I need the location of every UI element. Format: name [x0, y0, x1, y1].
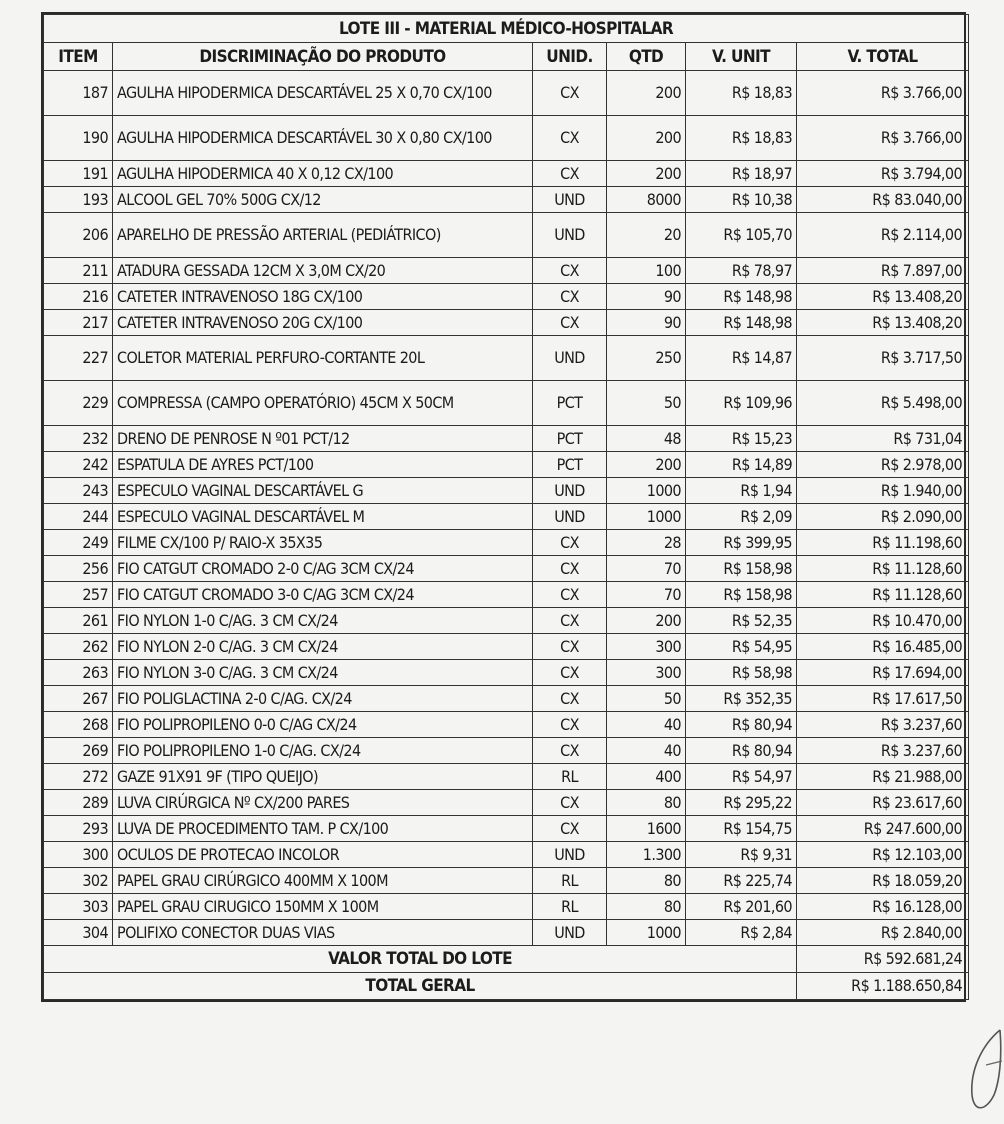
- table-row: [44, 660, 969, 686]
- cell-quantity: 1.300: [607, 842, 686, 868]
- cell-item-number: 216: [44, 284, 113, 310]
- cell-item-number: 193: [44, 187, 113, 213]
- cell-unit: CX: [533, 686, 607, 712]
- cell-item-number: 191: [44, 161, 113, 187]
- cell-description: CATETER INTRAVENOSO 20G CX/100: [113, 310, 533, 336]
- cell-item-number: 244: [44, 504, 113, 530]
- cell-description: ATADURA GESSADA 12CM X 3,0M CX/20: [113, 258, 533, 284]
- cell-item-number: 229: [44, 381, 113, 426]
- cell-quantity: 90: [607, 310, 686, 336]
- cell-description: PAPEL GRAU CIRUGICO 150MM X 100M: [113, 894, 533, 920]
- cell-unit: RL: [533, 868, 607, 894]
- cell-item-number: 300: [44, 842, 113, 868]
- cell-unit-price: R$ 9,31: [686, 842, 797, 868]
- cell-quantity: 70: [607, 582, 686, 608]
- cell-unit-price: R$ 2,84: [686, 920, 797, 946]
- table-row: [44, 381, 969, 426]
- column-header-unit-price: V. UNIT: [686, 43, 797, 71]
- cell-item-number: 302: [44, 868, 113, 894]
- grand-total-value: R$ 1.188.650,84: [797, 973, 969, 1000]
- cell-unit-price: R$ 201,60: [686, 894, 797, 920]
- cell-unit: RL: [533, 894, 607, 920]
- cell-item-number: 272: [44, 764, 113, 790]
- cell-description: DRENO DE PENROSE N º01 PCT/12: [113, 426, 533, 452]
- cell-item-number: 256: [44, 556, 113, 582]
- table-body: [44, 71, 969, 946]
- cell-quantity: 80: [607, 790, 686, 816]
- cell-item-number: 267: [44, 686, 113, 712]
- table-row: [44, 868, 969, 894]
- cell-quantity: 1000: [607, 478, 686, 504]
- table-row: [44, 213, 969, 258]
- cell-unit-price: R$ 14,89: [686, 452, 797, 478]
- cell-total-price: R$ 5.498,00: [797, 381, 969, 426]
- price-table: [43, 14, 969, 1000]
- cell-total-price: R$ 731,04: [797, 426, 969, 452]
- column-header-description: DISCRIMINAÇÃO DO PRODUTO: [113, 43, 533, 71]
- cell-unit: CX: [533, 634, 607, 660]
- cell-description: FIO NYLON 1-0 C/AG. 3 CM CX/24: [113, 608, 533, 634]
- cell-total-price: R$ 83.040,00: [797, 187, 969, 213]
- cell-description: PAPEL GRAU CIRÚRGICO 400MM X 100M: [113, 868, 533, 894]
- cell-quantity: 20: [607, 213, 686, 258]
- cell-unit-price: R$ 158,98: [686, 582, 797, 608]
- cell-total-price: R$ 7.897,00: [797, 258, 969, 284]
- table-row: [44, 686, 969, 712]
- table-row: [44, 842, 969, 868]
- cell-unit-price: R$ 399,95: [686, 530, 797, 556]
- cell-total-price: R$ 2.978,00: [797, 452, 969, 478]
- cell-unit-price: R$ 78,97: [686, 258, 797, 284]
- price-table-document: [41, 12, 966, 1002]
- cell-total-price: R$ 1.940,00: [797, 478, 969, 504]
- cell-unit: CX: [533, 161, 607, 187]
- cell-item-number: 206: [44, 213, 113, 258]
- cell-unit: UND: [533, 187, 607, 213]
- cell-description: ESPATULA DE AYRES PCT/100: [113, 452, 533, 478]
- lot-total-value: R$ 592.681,24: [797, 946, 969, 973]
- cell-quantity: 200: [607, 452, 686, 478]
- cell-total-price: R$ 3.717,50: [797, 336, 969, 381]
- cell-description: AGULHA HIPODERMICA 40 X 0,12 CX/100: [113, 161, 533, 187]
- cell-quantity: 300: [607, 660, 686, 686]
- cell-description: ESPECULO VAGINAL DESCARTÁVEL G: [113, 478, 533, 504]
- cell-description: AGULHA HIPODERMICA DESCARTÁVEL 30 X 0,80 CX/100: [113, 116, 533, 161]
- cell-quantity: 40: [607, 738, 686, 764]
- cell-item-number: 249: [44, 530, 113, 556]
- cell-total-price: R$ 16.485,00: [797, 634, 969, 660]
- cell-total-price: R$ 2.114,00: [797, 213, 969, 258]
- column-header-item: ITEM: [44, 43, 113, 71]
- cell-unit-price: R$ 18,83: [686, 116, 797, 161]
- cell-description: OCULOS DE PROTECAO INCOLOR: [113, 842, 533, 868]
- cell-quantity: 28: [607, 530, 686, 556]
- cell-description: FILME CX/100 P/ RAIO-X 35X35: [113, 530, 533, 556]
- cell-description: FIO POLIPROPILENO 1-0 C/AG. CX/24: [113, 738, 533, 764]
- cell-description: LUVA DE PROCEDIMENTO TAM. P CX/100: [113, 816, 533, 842]
- cell-description: AGULHA HIPODERMICA DESCARTÁVEL 25 X 0,70 CX/100: [113, 71, 533, 116]
- cell-unit-price: R$ 18,97: [686, 161, 797, 187]
- column-header-unit: UNID.: [533, 43, 607, 71]
- table-row: [44, 426, 969, 452]
- cell-quantity: 1000: [607, 920, 686, 946]
- cell-description: POLIFIXO CONECTOR DUAS VIAS: [113, 920, 533, 946]
- cell-quantity: 80: [607, 868, 686, 894]
- cell-unit: UND: [533, 213, 607, 258]
- cell-unit-price: R$ 2,09: [686, 504, 797, 530]
- cell-unit: CX: [533, 284, 607, 310]
- cell-quantity: 200: [607, 71, 686, 116]
- cell-description: COMPRESSA (CAMPO OPERATÓRIO) 45CM X 50CM: [113, 381, 533, 426]
- cell-item-number: 262: [44, 634, 113, 660]
- grand-total-label: TOTAL GERAL: [44, 973, 797, 1000]
- cell-quantity: 40: [607, 712, 686, 738]
- lot-total-row: [44, 946, 969, 973]
- cell-item-number: 217: [44, 310, 113, 336]
- cell-unit: CX: [533, 116, 607, 161]
- cell-description: APARELHO DE PRESSÃO ARTERIAL (PEDIÁTRICO): [113, 213, 533, 258]
- cell-unit-price: R$ 109,96: [686, 381, 797, 426]
- cell-item-number: 211: [44, 258, 113, 284]
- cell-unit: CX: [533, 608, 607, 634]
- cell-description: FIO CATGUT CROMADO 3-0 C/AG 3CM CX/24: [113, 582, 533, 608]
- cell-item-number: 289: [44, 790, 113, 816]
- cell-unit-price: R$ 295,22: [686, 790, 797, 816]
- cell-item-number: 232: [44, 426, 113, 452]
- cell-unit: UND: [533, 920, 607, 946]
- cell-unit-price: R$ 52,35: [686, 608, 797, 634]
- cell-unit: UND: [533, 842, 607, 868]
- table-row: [44, 530, 969, 556]
- column-header-total-price: V. TOTAL: [797, 43, 969, 71]
- cell-quantity: 100: [607, 258, 686, 284]
- cell-unit-price: R$ 80,94: [686, 738, 797, 764]
- cell-item-number: 263: [44, 660, 113, 686]
- table-row: [44, 258, 969, 284]
- table-row: [44, 310, 969, 336]
- cell-unit: CX: [533, 310, 607, 336]
- cell-unit-price: R$ 154,75: [686, 816, 797, 842]
- cell-unit: CX: [533, 712, 607, 738]
- cell-total-price: R$ 3.766,00: [797, 116, 969, 161]
- column-header-quantity: QTD: [607, 43, 686, 71]
- cell-unit: PCT: [533, 452, 607, 478]
- cell-item-number: 293: [44, 816, 113, 842]
- cell-total-price: R$ 17.694,00: [797, 660, 969, 686]
- table-row: [44, 161, 969, 187]
- cell-total-price: R$ 18.059,20: [797, 868, 969, 894]
- cell-unit: RL: [533, 764, 607, 790]
- cell-unit-price: R$ 54,97: [686, 764, 797, 790]
- cell-quantity: 200: [607, 116, 686, 161]
- cell-quantity: 50: [607, 686, 686, 712]
- cell-unit-price: R$ 18,83: [686, 71, 797, 116]
- cell-quantity: 250: [607, 336, 686, 381]
- cell-unit: CX: [533, 816, 607, 842]
- cell-quantity: 70: [607, 556, 686, 582]
- cell-quantity: 48: [607, 426, 686, 452]
- cell-description: FIO NYLON 2-0 C/AG. 3 CM CX/24: [113, 634, 533, 660]
- cell-total-price: R$ 11.128,60: [797, 582, 969, 608]
- cell-unit-price: R$ 14,87: [686, 336, 797, 381]
- table-row: [44, 116, 969, 161]
- cell-item-number: 257: [44, 582, 113, 608]
- cell-description: FIO NYLON 3-0 C/AG. 3 CM CX/24: [113, 660, 533, 686]
- cell-quantity: 50: [607, 381, 686, 426]
- cell-description: FIO CATGUT CROMADO 2-0 C/AG 3CM CX/24: [113, 556, 533, 582]
- cell-unit: CX: [533, 556, 607, 582]
- cell-total-price: R$ 3.794,00: [797, 161, 969, 187]
- cell-total-price: R$ 3.237,60: [797, 712, 969, 738]
- table-row: [44, 336, 969, 381]
- cell-item-number: 242: [44, 452, 113, 478]
- cell-unit-price: R$ 10,38: [686, 187, 797, 213]
- cell-unit-price: R$ 15,23: [686, 426, 797, 452]
- cell-unit: CX: [533, 71, 607, 116]
- cell-total-price: R$ 247.600,00: [797, 816, 969, 842]
- cell-description: LUVA CIRÚRGICA Nº CX/200 PARES: [113, 790, 533, 816]
- cell-total-price: R$ 13.408,20: [797, 284, 969, 310]
- table-row: [44, 920, 969, 946]
- cell-quantity: 8000: [607, 187, 686, 213]
- table-row: [44, 738, 969, 764]
- cell-unit: UND: [533, 504, 607, 530]
- cell-description: GAZE 91X91 9F (TIPO QUEIJO): [113, 764, 533, 790]
- table-row: [44, 764, 969, 790]
- table-row: [44, 556, 969, 582]
- cell-quantity: 200: [607, 161, 686, 187]
- cell-total-price: R$ 11.128,60: [797, 556, 969, 582]
- table-row: [44, 790, 969, 816]
- cell-description: CATETER INTRAVENOSO 18G CX/100: [113, 284, 533, 310]
- cell-quantity: 400: [607, 764, 686, 790]
- cell-item-number: 268: [44, 712, 113, 738]
- cell-total-price: R$ 12.103,00: [797, 842, 969, 868]
- cell-unit-price: R$ 158,98: [686, 556, 797, 582]
- cell-unit: PCT: [533, 426, 607, 452]
- table-row: [44, 187, 969, 213]
- cell-unit: CX: [533, 582, 607, 608]
- cell-unit-price: R$ 352,35: [686, 686, 797, 712]
- cell-quantity: 80: [607, 894, 686, 920]
- cell-description: FIO POLIGLACTINA 2-0 C/AG. CX/24: [113, 686, 533, 712]
- cell-description: FIO POLIPROPILENO 0-0 C/AG CX/24: [113, 712, 533, 738]
- cell-description: ALCOOL GEL 70% 500G CX/12: [113, 187, 533, 213]
- cell-total-price: R$ 2.090,00: [797, 504, 969, 530]
- cell-item-number: 227: [44, 336, 113, 381]
- table-title: LOTE III - MATERIAL MÉDICO-HOSPITALAR: [44, 15, 969, 43]
- table-row: [44, 608, 969, 634]
- cell-unit-price: R$ 148,98: [686, 310, 797, 336]
- cell-total-price: R$ 2.840,00: [797, 920, 969, 946]
- table-row: [44, 452, 969, 478]
- cell-item-number: 261: [44, 608, 113, 634]
- cell-unit: CX: [533, 660, 607, 686]
- cell-unit-price: R$ 54,95: [686, 634, 797, 660]
- lot-total-label: VALOR TOTAL DO LOTE: [44, 946, 797, 973]
- cell-item-number: 269: [44, 738, 113, 764]
- cell-total-price: R$ 10.470,00: [797, 608, 969, 634]
- cell-item-number: 190: [44, 116, 113, 161]
- cell-quantity: 1000: [607, 504, 686, 530]
- grand-total-row: [44, 973, 969, 1000]
- table-row: [44, 634, 969, 660]
- cell-total-price: R$ 13.408,20: [797, 310, 969, 336]
- table-row: [44, 478, 969, 504]
- cell-unit: CX: [533, 258, 607, 284]
- cell-unit: PCT: [533, 381, 607, 426]
- cell-unit: UND: [533, 336, 607, 381]
- cell-unit-price: R$ 225,74: [686, 868, 797, 894]
- cell-unit: CX: [533, 790, 607, 816]
- cell-total-price: R$ 16.128,00: [797, 894, 969, 920]
- cell-unit: CX: [533, 530, 607, 556]
- table-row: [44, 816, 969, 842]
- table-row: [44, 894, 969, 920]
- table-row: [44, 71, 969, 116]
- cell-item-number: 243: [44, 478, 113, 504]
- cell-total-price: R$ 11.198,60: [797, 530, 969, 556]
- cell-unit-price: R$ 1,94: [686, 478, 797, 504]
- handwritten-signature-mark: [964, 1025, 1004, 1115]
- cell-total-price: R$ 17.617,50: [797, 686, 969, 712]
- cell-quantity: 1600: [607, 816, 686, 842]
- cell-item-number: 303: [44, 894, 113, 920]
- table-row: [44, 284, 969, 310]
- cell-quantity: 300: [607, 634, 686, 660]
- cell-unit: UND: [533, 478, 607, 504]
- cell-description: COLETOR MATERIAL PERFURO-CORTANTE 20L: [113, 336, 533, 381]
- cell-unit-price: R$ 80,94: [686, 712, 797, 738]
- cell-unit-price: R$ 105,70: [686, 213, 797, 258]
- cell-item-number: 304: [44, 920, 113, 946]
- cell-unit: CX: [533, 738, 607, 764]
- table-row: [44, 712, 969, 738]
- cell-total-price: R$ 21.988,00: [797, 764, 969, 790]
- cell-unit-price: R$ 58,98: [686, 660, 797, 686]
- cell-quantity: 200: [607, 608, 686, 634]
- cell-total-price: R$ 3.766,00: [797, 71, 969, 116]
- cell-description: ESPECULO VAGINAL DESCARTÁVEL M: [113, 504, 533, 530]
- cell-quantity: 90: [607, 284, 686, 310]
- table-row: [44, 504, 969, 530]
- cell-total-price: R$ 3.237,60: [797, 738, 969, 764]
- cell-total-price: R$ 23.617,60: [797, 790, 969, 816]
- table-row: [44, 582, 969, 608]
- cell-item-number: 187: [44, 71, 113, 116]
- cell-unit-price: R$ 148,98: [686, 284, 797, 310]
